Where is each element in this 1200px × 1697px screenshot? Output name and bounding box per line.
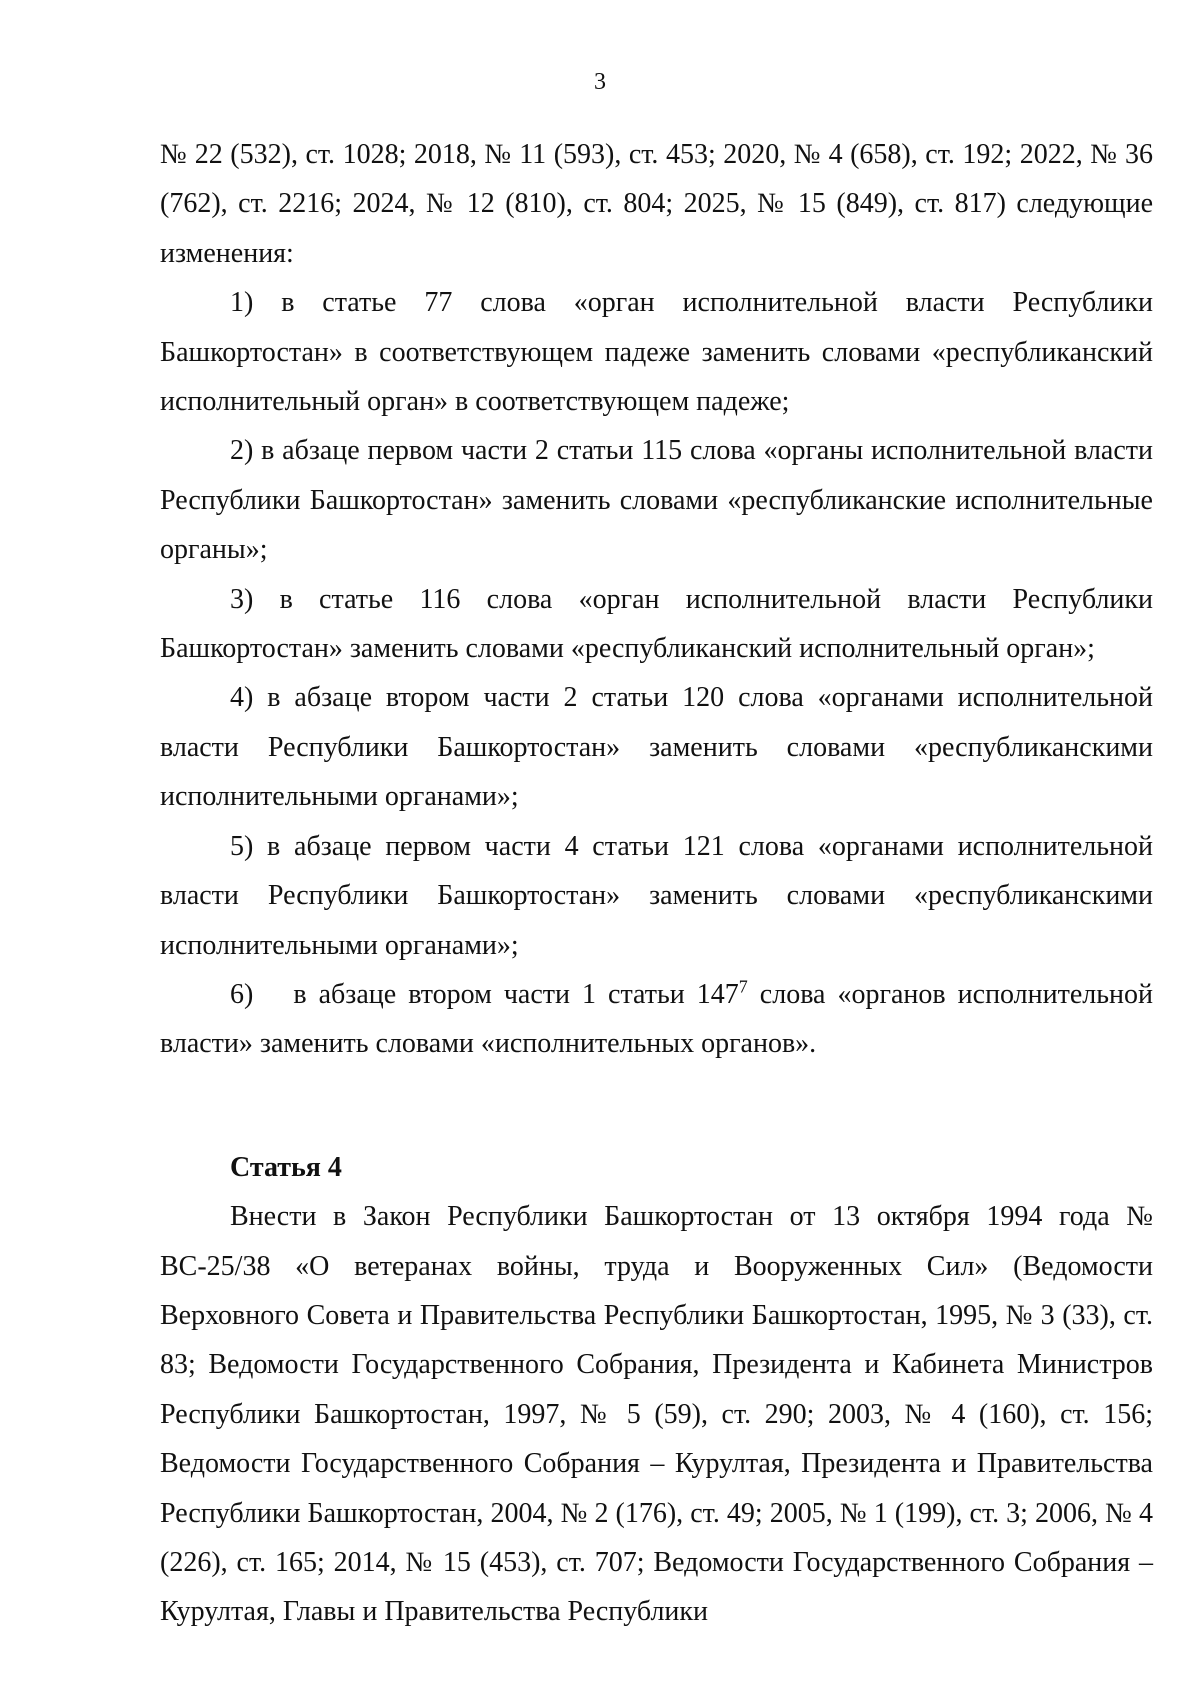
amendment-item-2: 2) в абзаце первом части 2 статьи 115 слова «органы исполнительной власти Республики Башкортостан» заменить словами «республиканские исполнительные органы»; xyxy=(160,435,1153,566)
intro-paragraph: № 22 (532), ст. 1028; 2018, № 11 (593), ст. 453; 2020, № 4 (658), ст. 192; 2022, № 36 (762), ст. 2216; 2024, № 12 (810), ст. 804; 2025, № 15 (849), ст. 817) следующие изменения: xyxy=(160,139,1153,269)
amendment-item-6 xyxy=(160,970,1153,1069)
section-spacer xyxy=(160,1069,1153,1143)
page-number: 3 xyxy=(594,69,606,95)
amendment-item-6-end: слова «органов исполнительной власти» заменить словами «исполнительных органов». xyxy=(160,978,1153,1060)
amendment-item-1: 1) в статье 77 слова «орган исполнительной власти Республики Башкортостан» в соответствующем падеже заменить словами «республиканский исполнительный орган» в соответствующем падеже; xyxy=(160,287,1153,418)
amendment-item-3: 3) в статье 116 слова «орган исполнительной власти Республики Башкортостан» заменить словами «республиканский исполнительный орган»; xyxy=(160,583,1153,665)
amendment-item-6-start: 6) в абзаце втором части 1 статьи 147 xyxy=(230,978,739,1010)
amendment-item-4: 4) в абзаце втором части 2 статьи 120 слова «органами исполнительной власти Республики Башкортостан» заменить словами «республиканскими исполнительными органами»; xyxy=(160,682,1153,813)
document-body xyxy=(160,130,1153,1637)
article-superscript: 7 xyxy=(738,976,748,997)
article-heading: Статья 4 xyxy=(230,1151,342,1183)
article-paragraph: Внести в Закон Республики Башкортостан от 13 октября 1994 года № ВС-25/38 «О ветеранах войны, труда и Вооруженных Сил» (Ведомости Верховного Совета и Правительства Республики Башкортостан, 1995, № 3 (33), ст. 83; Ведомости Государственного Собрания, Президента и Кабинета Министров Республики Башкортостан, 1997, № 5 (59), ст. 290; 2003, № 4 (160), ст. 156; Ведомости Государственного Собрания – Курултая, Президента и Правительства Республики Башкортостан, 2004, № 2 (176), ст. 49; 2005, № 1 (199), ст. 3; 2006, № 4 (226), ст. 165; 2014, № 15 (453), ст. 707; Ведомости Государственного Собрания – Курултая, Главы и Правительства Республики xyxy=(160,1201,1153,1628)
amendment-item-5: 5) в абзаце первом части 4 статьи 121 слова «органами исполнительной власти Республики Башкортостан» заменить словами «республиканскими исполнительными органами»; xyxy=(160,830,1153,961)
